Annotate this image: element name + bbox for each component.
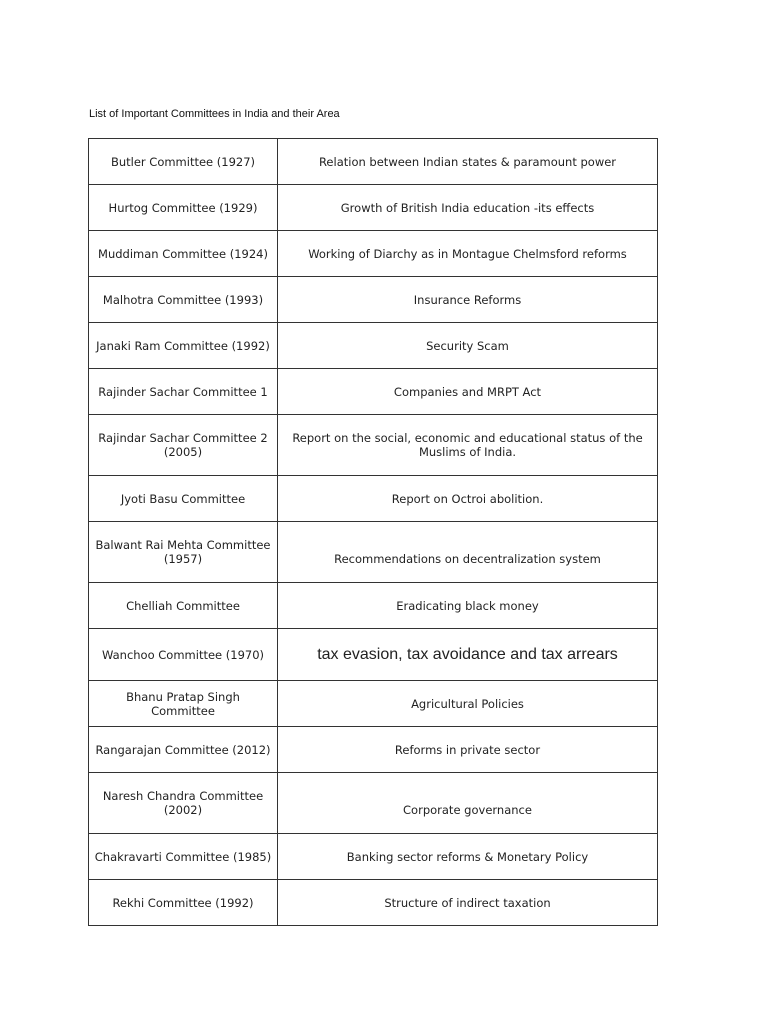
table-row <box>89 522 658 583</box>
table-row <box>89 727 658 773</box>
committee-name-cell: Wanchoo Committee (1970) <box>89 629 278 681</box>
table-row <box>89 369 658 415</box>
table-row <box>89 185 658 231</box>
committee-area-cell: Working of Diarchy as in Montague Chelmsford reforms <box>278 231 658 277</box>
committee-area-cell: Security Scam <box>278 323 658 369</box>
committee-area-cell: Growth of British India education -its effects <box>278 185 658 231</box>
committee-name-cell: Rajindar Sachar Committee 2 (2005) <box>89 415 278 476</box>
document-title: List of Important Committees in India and their Area <box>89 108 340 120</box>
committee-name-cell: Bhanu Pratap Singh Committee <box>89 681 278 727</box>
committee-area-cell: Report on Octroi abolition. <box>278 476 658 522</box>
table-row <box>89 880 658 926</box>
table-row <box>89 231 658 277</box>
table-row <box>89 323 658 369</box>
table-row <box>89 277 658 323</box>
committee-area-cell: Agricultural Policies <box>278 681 658 727</box>
committee-name-cell: Hurtog Committee (1929) <box>89 185 278 231</box>
committee-area-cell: Eradicating black money <box>278 583 658 629</box>
committee-name-cell: Rajinder Sachar Committee 1 <box>89 369 278 415</box>
committee-area-cell: Companies and MRPT Act <box>278 369 658 415</box>
committee-area-cell: Relation between Indian states & paramount power <box>278 139 658 185</box>
committee-name-cell: Jyoti Basu Committee <box>89 476 278 522</box>
table-row <box>89 629 658 681</box>
committee-name-cell: Naresh Chandra Committee (2002) <box>89 773 278 834</box>
committee-name-cell: Chakravarti Committee (1985) <box>89 834 278 880</box>
committee-area-cell: Structure of indirect taxation <box>278 880 658 926</box>
committee-area-cell: Banking sector reforms & Monetary Policy <box>278 834 658 880</box>
committee-area-cell: Insurance Reforms <box>278 277 658 323</box>
committee-area-cell: Report on the social, economic and educational status of the Muslims of India. <box>278 415 658 476</box>
committee-name-cell: Chelliah Committee <box>89 583 278 629</box>
committee-table <box>88 138 658 926</box>
committee-name-cell: Butler Committee (1927) <box>89 139 278 185</box>
committee-name-cell: Janaki Ram Committee (1992) <box>89 323 278 369</box>
committee-name-cell: Muddiman Committee (1924) <box>89 231 278 277</box>
committee-area-cell: Corporate governance <box>278 773 658 834</box>
table-row <box>89 583 658 629</box>
table-row <box>89 834 658 880</box>
committee-name-cell: Malhotra Committee (1993) <box>89 277 278 323</box>
committee-area-cell: Reforms in private sector <box>278 727 658 773</box>
table-row <box>89 681 658 727</box>
committee-area-cell: tax evasion, tax avoidance and tax arrears <box>278 629 658 681</box>
table-row <box>89 476 658 522</box>
table-row <box>89 415 658 476</box>
table-row <box>89 773 658 834</box>
committee-name-cell: Rekhi Committee (1992) <box>89 880 278 926</box>
committee-name-cell: Rangarajan Committee (2012) <box>89 727 278 773</box>
table-row <box>89 139 658 185</box>
committee-name-cell: Balwant Rai Mehta Committee (1957) <box>89 522 278 583</box>
committee-area-cell: Recommendations on decentralization system <box>278 522 658 583</box>
